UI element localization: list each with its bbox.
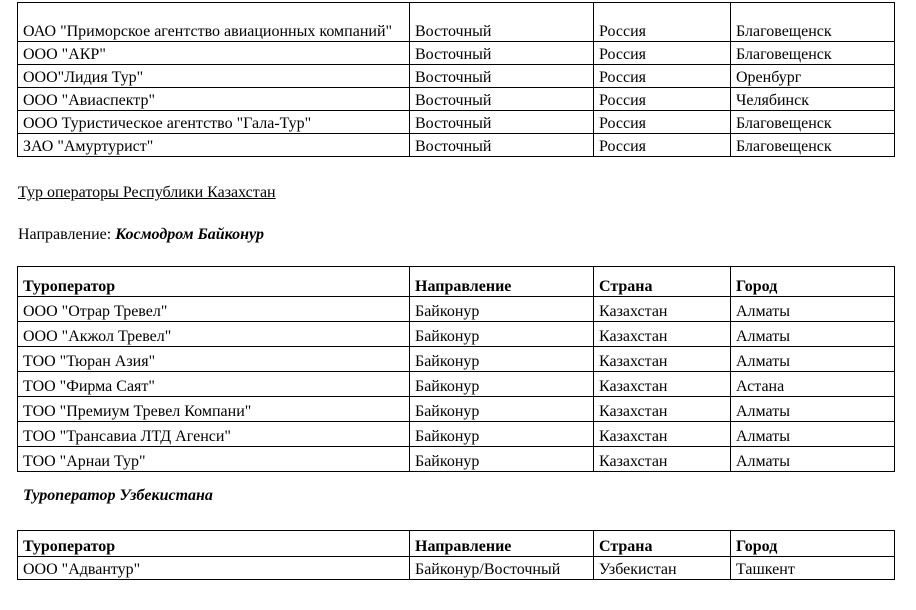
- direction-cell: Байконур: [410, 297, 594, 322]
- operator-cell: ТОО "Премиум Тревел Компани": [18, 397, 410, 422]
- direction-cell: Восточный: [410, 88, 594, 111]
- country-cell: Узбекистан: [594, 557, 731, 580]
- city-cell: Ташкент: [731, 557, 895, 580]
- column-header: Город: [731, 267, 895, 297]
- kazakhstan-operators-table: [17, 266, 895, 472]
- uzbekistan-operators-table: [17, 530, 895, 580]
- city-cell: Алматы: [731, 297, 895, 322]
- city-cell: Благовещенск: [731, 134, 895, 157]
- kazakhstan-section-heading: Тур операторы Республики Казахстан: [18, 184, 276, 201]
- country-cell: Россия: [594, 65, 731, 88]
- column-header: Страна: [594, 531, 731, 557]
- table-row: [18, 297, 895, 322]
- table-row: [18, 42, 895, 65]
- operator-cell: ЗАО "Амуртурист": [18, 134, 410, 157]
- table-header-row: [18, 267, 895, 297]
- operator-cell: ООО "Отрар Тревел": [18, 297, 410, 322]
- city-cell: Алматы: [731, 347, 895, 372]
- operator-cell: ООО Туристическое агентство "Гала-Тур": [18, 111, 410, 134]
- direction-cell: Восточный: [410, 65, 594, 88]
- operator-cell: ООО "Акжол Тревел": [18, 322, 410, 347]
- direction-cell: Байконур: [410, 397, 594, 422]
- direction-line: [18, 225, 264, 245]
- direction-cell: Байконур: [410, 322, 594, 347]
- direction-cell: Восточный: [410, 111, 594, 134]
- table-row: [18, 447, 895, 472]
- country-cell: Россия: [594, 3, 731, 42]
- operator-cell: ООО "Адвантур": [18, 557, 410, 580]
- country-cell: Казахстан: [594, 347, 731, 372]
- table-row: [18, 322, 895, 347]
- operator-cell: ОАО "Приморское агентство авиационных компаний": [18, 3, 410, 42]
- table-row: [18, 3, 895, 42]
- column-header: Туроператор: [18, 531, 410, 557]
- city-cell: Челябинск: [731, 88, 895, 111]
- country-cell: Россия: [594, 42, 731, 65]
- direction-label: Направление:: [18, 226, 116, 243]
- direction-cell: Байконур: [410, 422, 594, 447]
- country-cell: Россия: [594, 134, 731, 157]
- direction-cell: Байконур: [410, 347, 594, 372]
- city-cell: Алматы: [731, 447, 895, 472]
- table-row: [18, 422, 895, 447]
- city-cell: Оренбург: [731, 65, 895, 88]
- operator-cell: ТОО "Трансавиа ЛТД Агенси": [18, 422, 410, 447]
- direction-cell: Восточный: [410, 134, 594, 157]
- city-cell: Алматы: [731, 322, 895, 347]
- uzbekistan-section-heading: Туроператор Узбекистана: [23, 487, 213, 504]
- direction-cell: Байконур: [410, 372, 594, 397]
- country-cell: Казахстан: [594, 397, 731, 422]
- direction-cell: Восточный: [410, 42, 594, 65]
- table-row: [18, 111, 895, 134]
- country-cell: Казахстан: [594, 447, 731, 472]
- table-row: [18, 65, 895, 88]
- table-row: [18, 397, 895, 422]
- column-header: Страна: [594, 267, 731, 297]
- direction-value: Космодром Байконур: [115, 226, 264, 243]
- city-cell: Астана: [731, 372, 895, 397]
- city-cell: Благовещенск: [731, 111, 895, 134]
- table-row: [18, 372, 895, 397]
- table-row: [18, 557, 895, 580]
- country-cell: Казахстан: [594, 322, 731, 347]
- country-cell: Казахстан: [594, 297, 731, 322]
- column-header: Направление: [410, 267, 594, 297]
- direction-cell: Восточный: [410, 3, 594, 42]
- table-row: [18, 88, 895, 111]
- operator-cell: ООО"Лидия Тур": [18, 65, 410, 88]
- city-cell: Благовещенск: [731, 3, 895, 42]
- operator-cell: ТОО "Фирма Саят": [18, 372, 410, 397]
- direction-cell: Байконур: [410, 447, 594, 472]
- operator-cell: ТОО "Тюран Азия": [18, 347, 410, 372]
- direction-cell: Байконур/Восточный: [410, 557, 594, 580]
- table-header-row: [18, 531, 895, 557]
- city-cell: Благовещенск: [731, 42, 895, 65]
- country-cell: Казахстан: [594, 422, 731, 447]
- table-row: [18, 134, 895, 157]
- city-cell: Алматы: [731, 422, 895, 447]
- russia-operators-table: [17, 2, 895, 157]
- operator-cell: ООО "Авиаспектр": [18, 88, 410, 111]
- table-row: [18, 347, 895, 372]
- column-header: Направление: [410, 531, 594, 557]
- column-header: Туроператор: [18, 267, 410, 297]
- country-cell: Россия: [594, 111, 731, 134]
- operator-cell: ООО "АКР": [18, 42, 410, 65]
- country-cell: Казахстан: [594, 372, 731, 397]
- column-header: Город: [731, 531, 895, 557]
- country-cell: Россия: [594, 88, 731, 111]
- city-cell: Алматы: [731, 397, 895, 422]
- operator-cell: ТОО "Арнаи Тур": [18, 447, 410, 472]
